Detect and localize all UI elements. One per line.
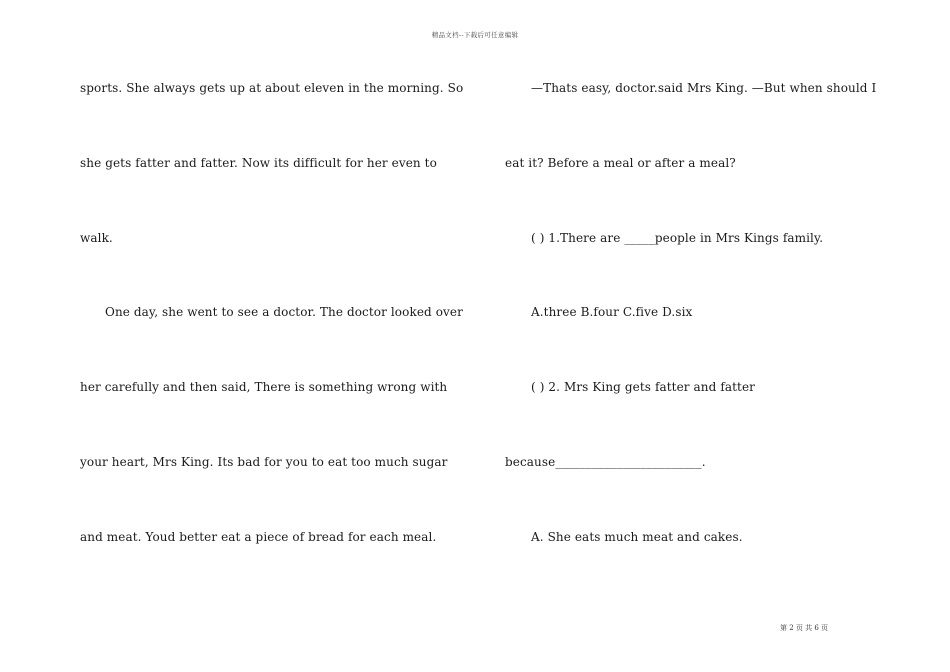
question-2-option-a: A. She eats much meat and cakes. [531, 530, 743, 544]
left-text-line-7: and meat. Youd better eat a piece of bread for each meal. [80, 530, 437, 544]
question-2-blank: because________________________. [505, 455, 706, 469]
page-number: 第 2 页 共 6 页 [780, 624, 829, 632]
question-1: ( ) 1.There are _____people in Mrs Kings family. [531, 231, 824, 245]
page-header: 精品文档--下载后可任意编辑 [431, 31, 519, 39]
left-text-line-5: her carefully and then said, There is something wrong with [80, 380, 448, 394]
left-text-line-3: walk. [80, 231, 113, 245]
right-text-line-1: —Thats easy, doctor.said Mrs King. —But when should I [531, 81, 877, 95]
left-text-line-2: she gets fatter and fatter. Now its difficult for her even to [80, 156, 437, 170]
question-2: ( ) 2. Mrs King gets fatter and fatter [531, 380, 756, 394]
right-text-line-2: eat it? Before a meal or after a meal? [505, 156, 736, 170]
left-text-line-1: sports. She always gets up at about eleven in the morning. So [80, 81, 464, 95]
left-text-line-6: your heart, Mrs King. Its bad for you to eat too much sugar [80, 455, 448, 469]
left-text-line-4: One day, she went to see a doctor. The doctor looked over [105, 305, 463, 319]
question-1-options: A.three B.four C.five D.six [531, 305, 693, 319]
